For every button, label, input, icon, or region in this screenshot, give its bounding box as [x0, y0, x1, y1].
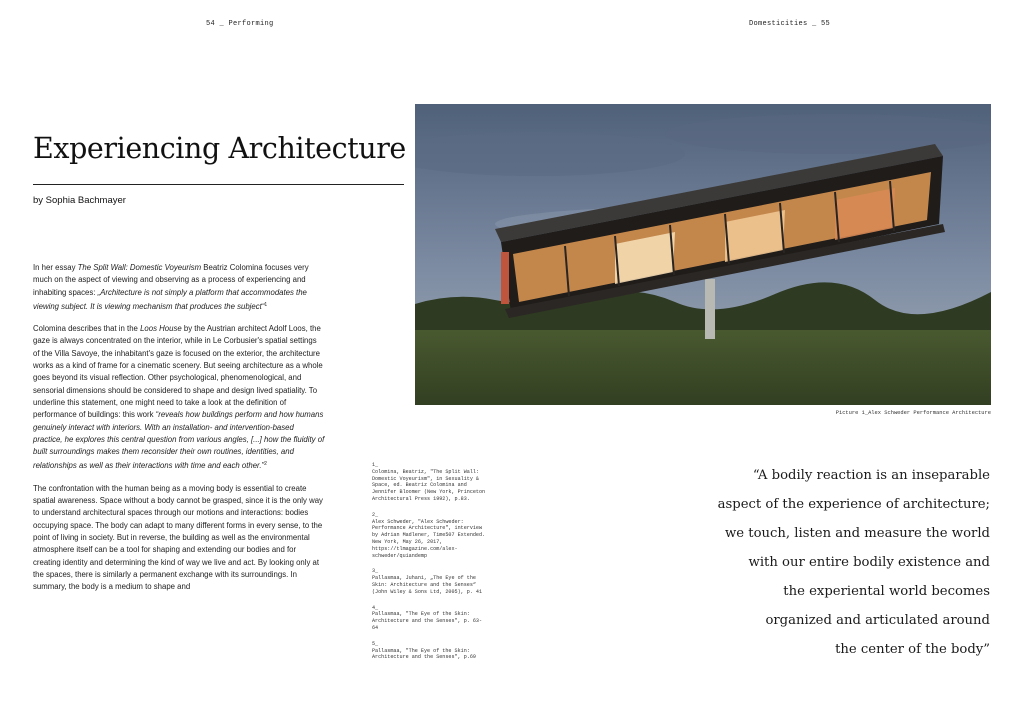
pull-quote	[700, 461, 990, 664]
running-head-left: 54 _ Performing	[206, 20, 274, 28]
paragraph-1	[33, 262, 325, 313]
footnotes	[372, 462, 487, 670]
p1-text-a: In her essay	[33, 263, 78, 272]
footnote-number: 2_	[372, 511, 379, 518]
footnote-text: Colomina, Beatriz, "The Split Wall: Domestic Voyeurism", in Sexuality & Space, ed. Beatriz Colomina and Jennifer Bloomer (New York, Princeton Architectural Press 1992), p.83.	[372, 468, 486, 502]
footnote-number: 5_	[372, 640, 379, 647]
paragraph-3: The confrontation with the human being as a moving body is essential to create spatial awareness. Space without a body cannot be grasped, since it is the only way to understand architectural spaces through our motions and interactions: bodies occupying space. The body can adapt to many different forms in every sense, to the point of living in society. But in reverse, the building as well as the environmental atmosphere itself can be a tool for shaping and extending our bodies and for creating identity and determining the kind of way we live and act. By looking only at the spaces, there is similarly a permanent exchange with its surroundings. In summary, the body is a medium to shape and	[33, 483, 323, 592]
p1-text-c: Beatriz Colomina focuses very much on the aspect of viewing and observing as a process of experiencing and inhabiting spaces:	[33, 263, 309, 297]
footnote-3	[372, 568, 487, 595]
footnote-4	[372, 605, 487, 632]
footnote-2	[372, 512, 487, 560]
footnote-text: Pallasmaa, "The Eye of the Skin: Architecture and the Senses", p.69	[372, 647, 476, 661]
pull-quote-line: the experiental world becomes	[783, 584, 990, 599]
tilted-house-illustration	[415, 104, 991, 405]
p1-essay-title: The Split Wall: Domestic Voyeurism	[77, 263, 202, 272]
p2-text-c: by the Austrian architect Adolf Loos, the gaze is always concentrated on the interior, while in Le Corbusier's spatial settings of the Villa Savoye, the inhabitant's gaze is focused on the exterior, the architecture works as a kind of frame for a cinematic scenery. But seeing architecture as a whole goes beyond its visual reflection. Other psychological, phenomenological, and sensorial dimensions should be considered to shape and design lived spatiality. To underline this statement, one might need to take a look at the definition of performance of buildings: this work	[33, 324, 323, 420]
pull-quote-line: “A bodily reaction is an inseparable	[752, 468, 990, 483]
title-divider	[33, 184, 404, 185]
feature-photo	[415, 104, 991, 405]
p2-text-a: Colomina describes that in the	[33, 324, 141, 334]
pull-quote-line: with our entire bodily existence and	[748, 555, 990, 570]
p2-quote: “reveals how buildings perform and how humans genuinely interact with interiors. With an installation- and intervention-based practice, he explores this central question from various angles, [...] how the fluidity of built surroundings makes them reconsider their own routines, identities, and relationships as well as their interactions with time and each other.”	[33, 410, 325, 471]
footnote-number: 4_	[372, 604, 379, 611]
pull-quote-line: aspect of the experience of architecture;	[717, 497, 990, 512]
photo-caption: Picture 1_Alex Schweder Performance Architecture	[835, 410, 991, 416]
p1-quote: „Architecture is not simply a platform that accommodates the viewing subject. It is viewing mechanism that produces the subject“	[33, 287, 307, 311]
running-head-right: Domesticities _ 55	[749, 20, 831, 28]
p2-loos-house: Loos House	[140, 324, 182, 334]
footnote-1	[372, 462, 487, 503]
byline: by Sophia Bachmayer	[33, 195, 126, 206]
pull-quote-line: the center of the body”	[835, 642, 990, 657]
pull-quote-line: we touch, listen and measure the world	[725, 526, 990, 541]
footnote-number: 3_	[372, 568, 379, 575]
footnote-text: Pallasmaa, Juhani, „The Eye of the Skin: Architecture and the Senses“ (John Wiley & Sons Ltd, 2005), p. 41	[372, 575, 483, 595]
footnote-ref-2: 2	[264, 461, 267, 468]
pull-quote-line: organized and articulated around	[765, 613, 990, 628]
footnote-number: 1_	[372, 462, 379, 468]
footnote-text: Alex Schweder, "Alex Schweder: Performance Architecture", interview by Adrian Madlener, Time507 Extended. New York, May 26, 2017, https://tlmagazine.com/alex-schweder/quiandemp	[372, 518, 486, 559]
footnote-ref-1: 1	[264, 301, 268, 308]
paragraph-2	[33, 323, 325, 473]
footnote-5	[372, 641, 487, 661]
footnote-text: Pallasmaa, "The Eye of the Skin: Architecture and the Senses", p. 63-64	[372, 611, 483, 631]
article-title: Experiencing Architecture	[33, 132, 406, 165]
body-column	[33, 262, 325, 603]
